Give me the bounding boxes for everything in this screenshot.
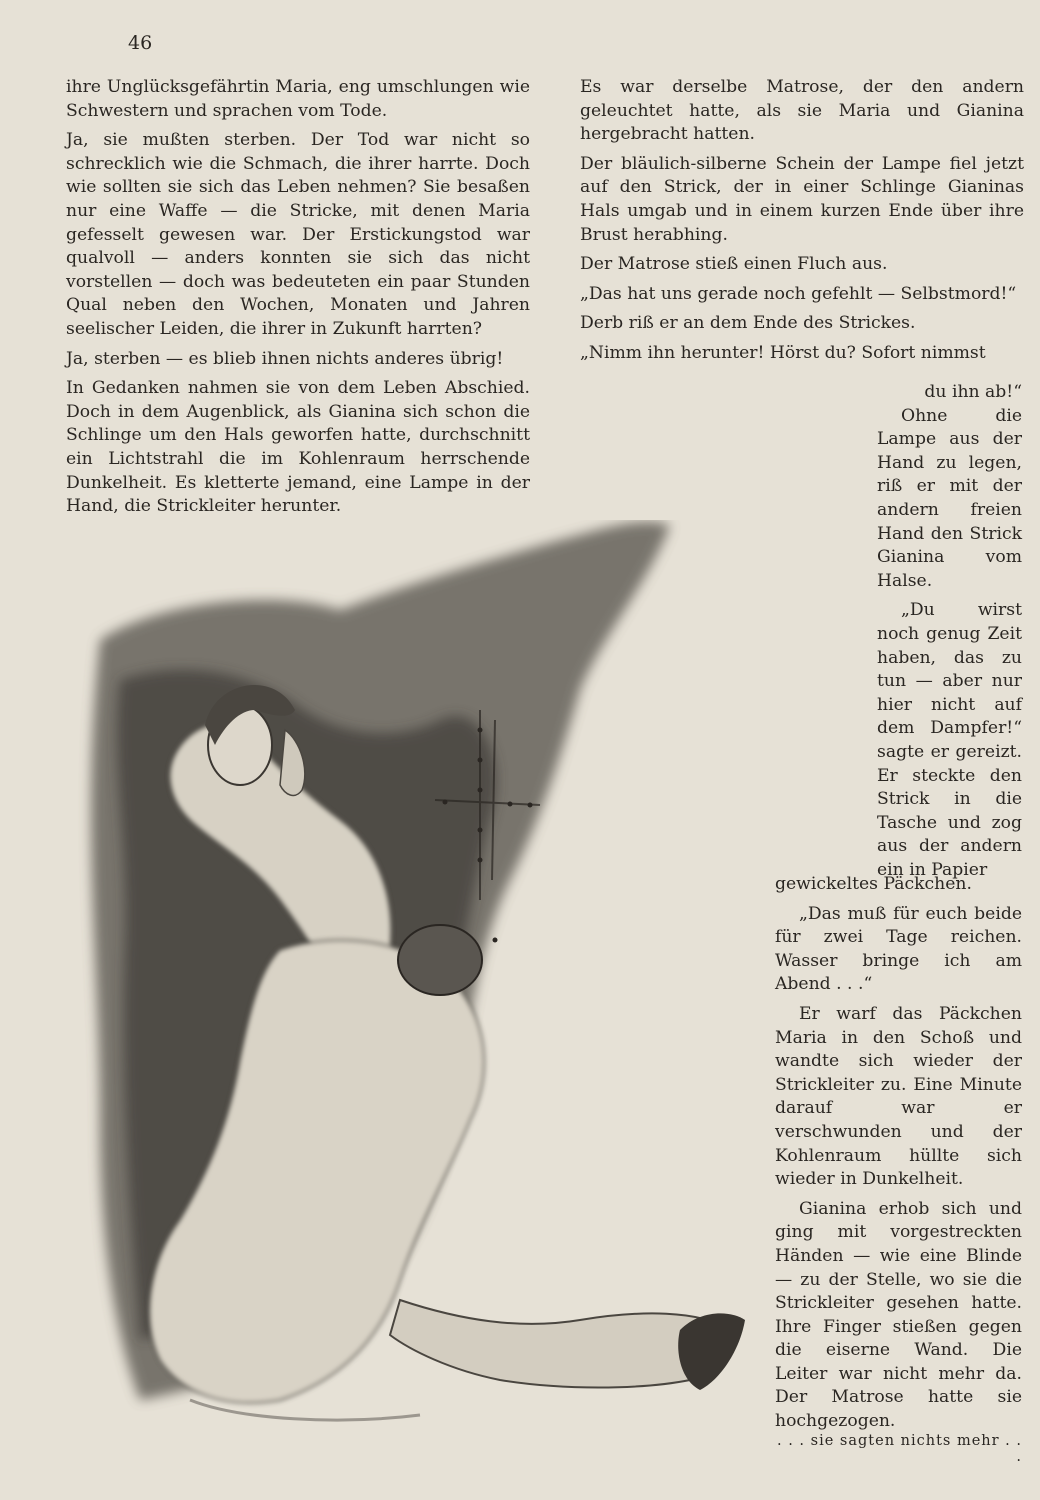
paragraph: Gianina erhob sich und ging mit vorgestreckten Händen — wie eine Blinde — zu der Stelle, wo sie die Strickleiter gesehen hatte. Ihre Finger stießen gegen die eiserne Wand. Die Leiter war nicht mehr da. Der Matrose hatte sie hochgezogen.	[775, 1198, 1022, 1432]
paragraph: du ihn ab!“	[924, 382, 1022, 402]
paragraph: Der bläulich-silberne Schein der Lampe fiel jetzt auf den Strick, der in einer Schlinge Gianinas Hals umgab und in einem kurzen Ende über ihre Brust herabhing.	[580, 153, 1024, 245]
paragraph: ihre Unglücksgefährtin Maria, eng umschlungen wie Schwestern und sprachen vom Tode.	[66, 77, 530, 121]
paragraph: „Nimm ihn herunter! Hörst du? Sofort nimmst	[580, 342, 986, 363]
paragraph: Derb riß er an dem Ende des Strickes.	[580, 313, 916, 334]
right-column-top	[580, 76, 1024, 366]
paragraph: Er warf das Päckchen Maria in den Schoß und wandte sich wieder der Strickleiter zu. Eine Minute darauf war er verschwunden und der Kohlenraum hüllte sich wieder in Dunkelheit.	[775, 1003, 1022, 1190]
page-number: 46	[128, 32, 153, 54]
paragraph: Der Matrose stieß einen Fluch aus.	[580, 254, 888, 275]
paragraph: „Das hat uns gerade noch gefehlt — Selbstmord!“	[580, 283, 1017, 304]
paragraph: In Gedanken nahmen sie von dem Leben Abschied. Doch in dem Augenblick, als Gianina sich schon die Schlinge um den Hals geworfen hatte, durchschnitt ein Lichtstrahl die im Kohlenraum herrschende Dunkelheit. Es kletterte jemand, eine Lampe in der Hand, die Strickleiter herunter.	[66, 378, 530, 517]
paragraph: gewickeltes Päckchen.	[775, 874, 972, 894]
paragraph: Ja, sie mußten sterben. Der Tod war nicht so schrecklich wie die Schmach, die ihrer harrte. Doch wie sollten sie sich das Leben nehmen? Sie besaßen nur eine Waffe — die Stricke, mit denen Maria gefesselt gewesen war. Der Erstickungstod war qualvoll — anders konnten sie sich das nicht vorstellen — doch was bedeuteten ein paar Stunden Qual neben den Wochen, Monaten und Jahren seelischer Leiden, die ihrer in Zukunft harrten?	[66, 130, 530, 339]
illustration-caption: . . . sie sagten nichts mehr . . .	[777, 1433, 1022, 1465]
illustration	[40, 520, 820, 1450]
paragraph: Ohne die Lampe aus der Hand zu legen, riß er mit der andern freien Hand den Strick Gianina vom Halse.	[877, 405, 1022, 591]
left-column	[66, 76, 530, 525]
right-column-narrow	[877, 381, 1022, 882]
paragraph: Ja, sterben — es blieb ihnen nichts anderes übrig!	[66, 348, 504, 369]
paragraph: Es war derselbe Matrose, der den andern geleuchtet hatte, als sie Maria und Gianina hergebracht hatten.	[580, 77, 1024, 145]
paragraph: „Du wirst noch genug Zeit haben, das zu tun — aber nur hier nicht auf dem Dampfer!“ sagte er gereizt. Er steckte den Strick in die Tasche und zog aus der andern ein in Papier	[877, 600, 1022, 880]
paragraph: „Das muß für euch beide für zwei Tage reichen. Wasser bringe ich am Abend . . .“	[775, 903, 1022, 995]
